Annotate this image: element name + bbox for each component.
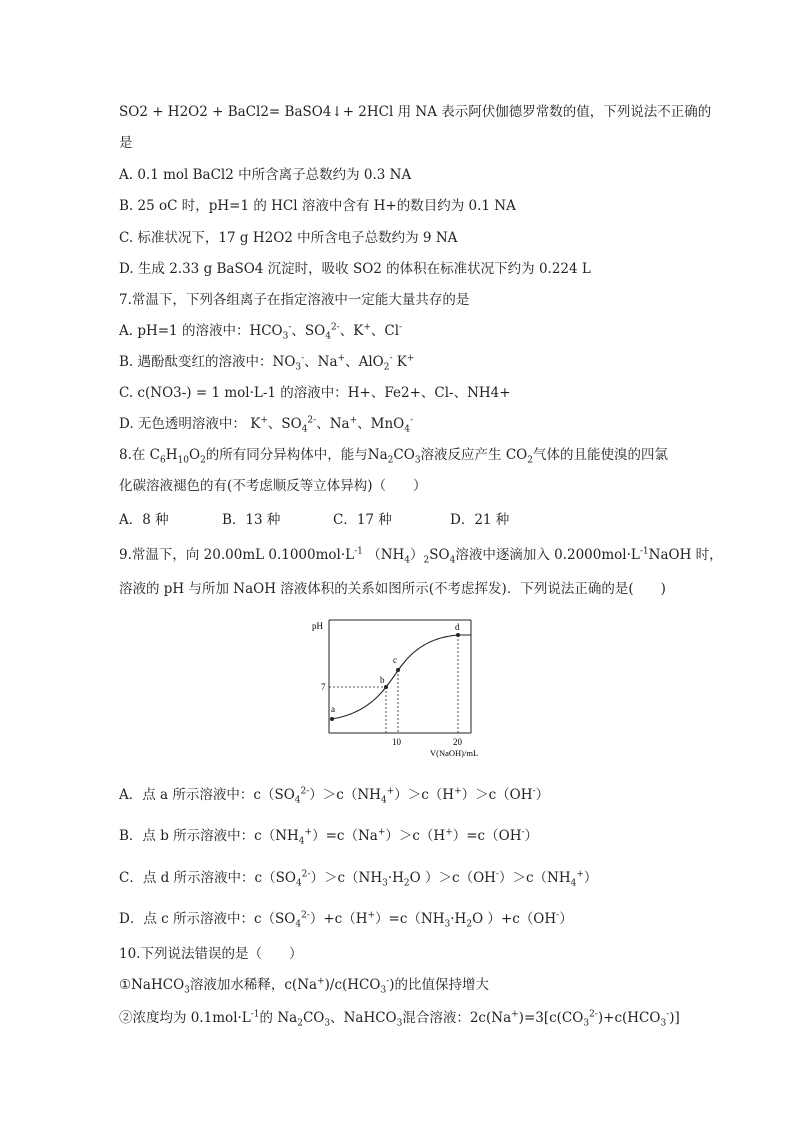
q7-option-b: B. 遇酚酞变红的溶液中：$NO_3^-$、Na+、AlO$_2$- K+ [119,353,415,373]
q8-option-b: B．13 种 [222,512,281,528]
question-8-stem: 8.在 $C_6H_{10}O_2$的所有同分异构体中，能与$Na_2CO_3$溶液反应产生 $CO_2$气体的且能使溴的四氯 [119,447,668,466]
q10-statement-1: ①NaHCO$_3$溶液加水稀释，$c(Na^+)/c(HCO_3^-)$的比值保持增大 [119,976,490,996]
q7-option-a: A. pH=1 的溶液中：$HCO_3^-$、$SO_4^{2-}$、K+、Cl- [119,322,403,342]
q8-option-c: C．17 种 [333,512,392,528]
question-10-stem: 10.下列说法错误的是（ ） [119,946,303,962]
q6-option-d: D. 生成 2.33 g BaSO4 沉淀时，吸收 SO2 的体积在标准状况下约为 0.224 L [119,261,591,277]
question-9-stem-cont: 溶液的 pH 与所加 NaOH 溶液体积的关系如图所示(不考虑挥发)．下列说法正确的是( ) [119,581,666,597]
q7-option-c: C. c(NO3-) = 1 mol·L-1 的溶液中：H+、Fe2+、Cl-、NH4+ [119,385,511,401]
q8-options [119,508,509,528]
q6-option-c: C. 标准状况下，17 g H2O2 中所含电子总数约为 9 NA [119,230,458,246]
q9-option-b: B．点 b 所示溶液中：$c(NH_4^+)=c(Na^+)>c(H^+)=c(OH^-)$ [119,827,539,847]
titration-curve-figure [312,615,484,761]
q9-option-d: D．点 c 所示溶液中：$c(SO_4^{2-})+c(H^+)=c(NH_3\cdot H_2O$ ）+c（OH-） [119,910,573,930]
q8-option-d: D．21 种 [450,512,510,528]
point-a [330,717,334,721]
y-tick-7: 7 [321,682,326,692]
titration-curve-svg [312,615,484,761]
x-tick-20: 20 [453,737,462,747]
question-7-stem: 7.常温下，下列各组离子在指定溶液中一定能大量共存的是 [119,292,470,308]
question-9-stem: 9.常温下，向 20.00mL $0.1000mol\cdot L^{-1}$ $(NH_4)_2SO_4$溶液中逐滴加入 $0.2000mol\cdot L^{-1}NaOH$ 时， [119,546,723,566]
q6-option-a: A. 0.1 mol BaCl2 中所含离子总数约为 0.3 NA [119,167,412,183]
q7-option-d: D. 无色透明溶液中： K+、$SO_4^{2-}$、Na+、MnO$_4$- [119,415,413,435]
titration-curve [332,635,471,719]
question-6-stem-cont: 是 [119,135,133,151]
point-b [384,685,388,689]
x-axis-label: V(NaOH)/mL [430,748,479,758]
q8-option-a: A．8 种 [119,512,169,528]
point-b-label: b [380,675,385,685]
q10-statement-2: ②浓度均为 $0.1mol\cdot L^{-1}$的 $Na_2CO_3$、NaHCO$_3$混合溶液：$2c(Na^+)=3[c(CO_3^{2-})+c(HCO_3^-)]$ [119,1009,680,1029]
question-6-stem: SO2 + H2O2 + BaCl2= BaSO4↓+ 2HCl 用 NA 表示阿伏伽德罗常数的值，下列说法不正确的 [119,104,712,120]
point-d [456,633,460,637]
point-c [396,668,400,672]
q6-option-b: B. 25 oC 时，pH=1 的 HCl 溶液中含有 H+的数目约为 0.1 NA [119,198,516,214]
question-8-stem-cont: 化碳溶液褪色的有(不考虑顺反等立体异构)（ ） [119,478,427,494]
point-a-label: a [331,704,335,714]
point-d-label: d [455,622,460,632]
x-tick-10: 10 [392,737,401,747]
point-c-label: c [393,655,397,665]
q9-option-c: C．点 d 所示溶液中：$c(SO_4^{2-})>c(NH_3\cdot H_2O$ ）$>c(OH^-)>c(NH_4^+)$ [119,869,598,889]
y-axis-label: pH [312,621,323,631]
q9-option-a: A．点 a 所示溶液中：$c(SO_4^{2-})>c(NH_4^+)>c(H^+)>c(OH^-)$ [119,786,550,806]
